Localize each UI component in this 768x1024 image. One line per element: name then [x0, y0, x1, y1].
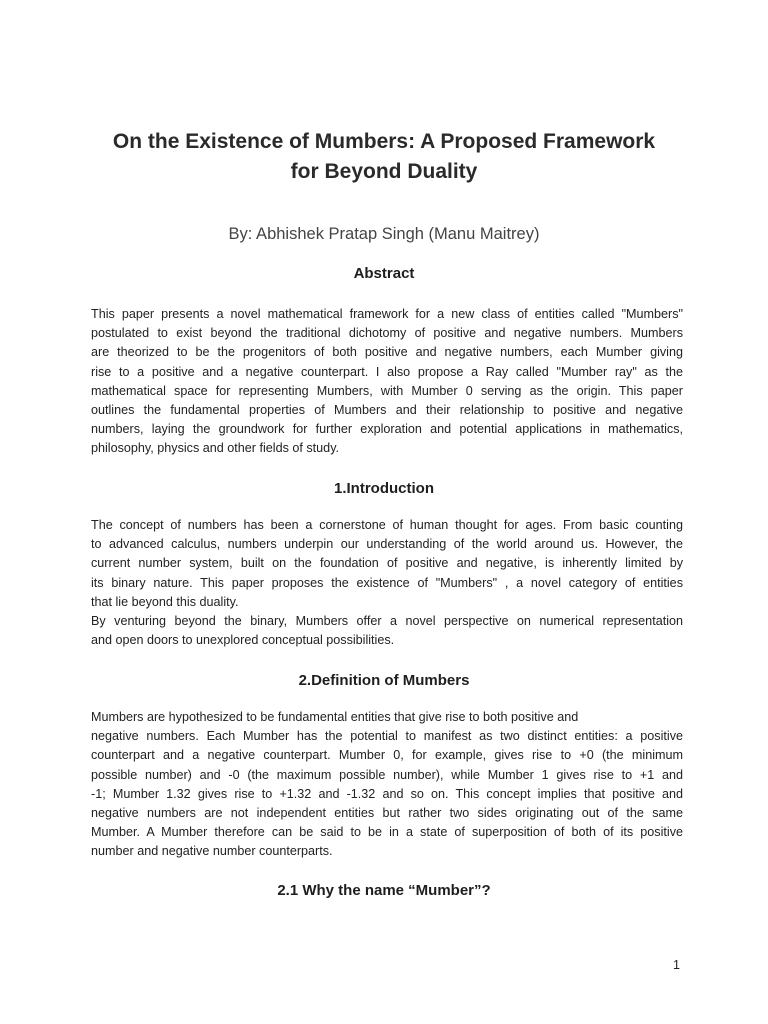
- title-line-2: for Beyond Duality: [290, 160, 478, 183]
- definition-heading: 2.Definition of Mumbers: [298, 672, 470, 689]
- introduction-heading: 1.Introduction: [334, 480, 434, 497]
- definition-line: possible number) and -0 (the maximum possible number), while Mumber 1 gives rise to +1 and: [91, 767, 683, 782]
- definition-line: number and negative number counterparts.: [91, 844, 333, 859]
- introduction-line: that lie beyond this duality.: [91, 594, 239, 609]
- abstract-paragraph: [91, 305, 683, 459]
- abstract-line: rise to a positive and a negative counterpart. I also propose a Ray called "Mumber ray" as the: [91, 364, 683, 379]
- abstract-line: This paper presents a novel mathematical framework for a new class of entities called "Mumbers": [91, 307, 683, 321]
- definition-line: negative numbers. Each Mumber has the potential to manifest as two distinct entities: a positive: [91, 729, 683, 744]
- abstract-line: outlines the fundamental properties of Mumbers and their relationship to positive and negative: [91, 402, 683, 417]
- introduction-line: to advanced calculus, numbers underpin our understanding of the world around us. However, the: [91, 537, 683, 552]
- why-name-heading: 2.1 Why the name “Mumber”?: [277, 882, 491, 899]
- definition-line: Mumbers are hypothesized to be fundamental entities that give rise to both positive and: [91, 710, 579, 724]
- abstract-line: are theorized to be the progenitors of both positive and negative numbers, each Mumber giving: [91, 345, 683, 360]
- abstract-heading: Abstract: [353, 265, 415, 282]
- definition-line: -1; Mumber 1.32 gives rise to +1.32 and -1.32 and so on. This concept implies that positive and: [91, 786, 683, 801]
- introduction-line: and open doors to unexplored conceptual possibilities.: [91, 633, 395, 648]
- abstract-line: postulated to exist beyond the traditional dichotomy of positive and negative numbers. Mumbers: [91, 326, 683, 341]
- abstract-line: mathematical space for representing Mumbers, with Mumber 0 serving as the origin. This paper: [91, 383, 683, 398]
- definition-line: Mumber. A Mumber therefore can be said to be in a state of superposition of both of its positive: [91, 825, 683, 840]
- author-byline: By: Abhishek Pratap Singh (Manu Maitrey): [228, 225, 540, 243]
- title-line-1: On the Existence of Mumbers: A Proposed Framework: [112, 130, 656, 153]
- paper-title: [40, 127, 728, 187]
- abstract-line: philosophy, physics and other fields of study.: [91, 441, 340, 456]
- definition-line: negative numbers are not independent entities but rather two sides originating out of the same: [91, 805, 683, 820]
- introduction-paragraph: [91, 516, 683, 650]
- introduction-line: By venturing beyond the binary, Mumbers offer a novel perspective on numerical representation: [91, 613, 683, 628]
- page-number: 1: [673, 958, 680, 972]
- introduction-line: its binary nature. This paper proposes the existence of "Mumbers" , a novel category of entities: [91, 575, 683, 590]
- abstract-line: numbers, laying the groundwork for further exploration and potential applications in mathematics,: [91, 422, 683, 437]
- definition-paragraph: [91, 708, 683, 862]
- introduction-line: The concept of numbers has been a cornerstone of human thought for ages. From basic counting: [91, 518, 683, 532]
- definition-line: counterpart and a negative counterpart. Mumber 0, for example, gives rise to +0 (the minimum: [91, 748, 683, 763]
- introduction-line: current number system, built on the foundation of positive and negative, is inherently limited by: [91, 556, 683, 571]
